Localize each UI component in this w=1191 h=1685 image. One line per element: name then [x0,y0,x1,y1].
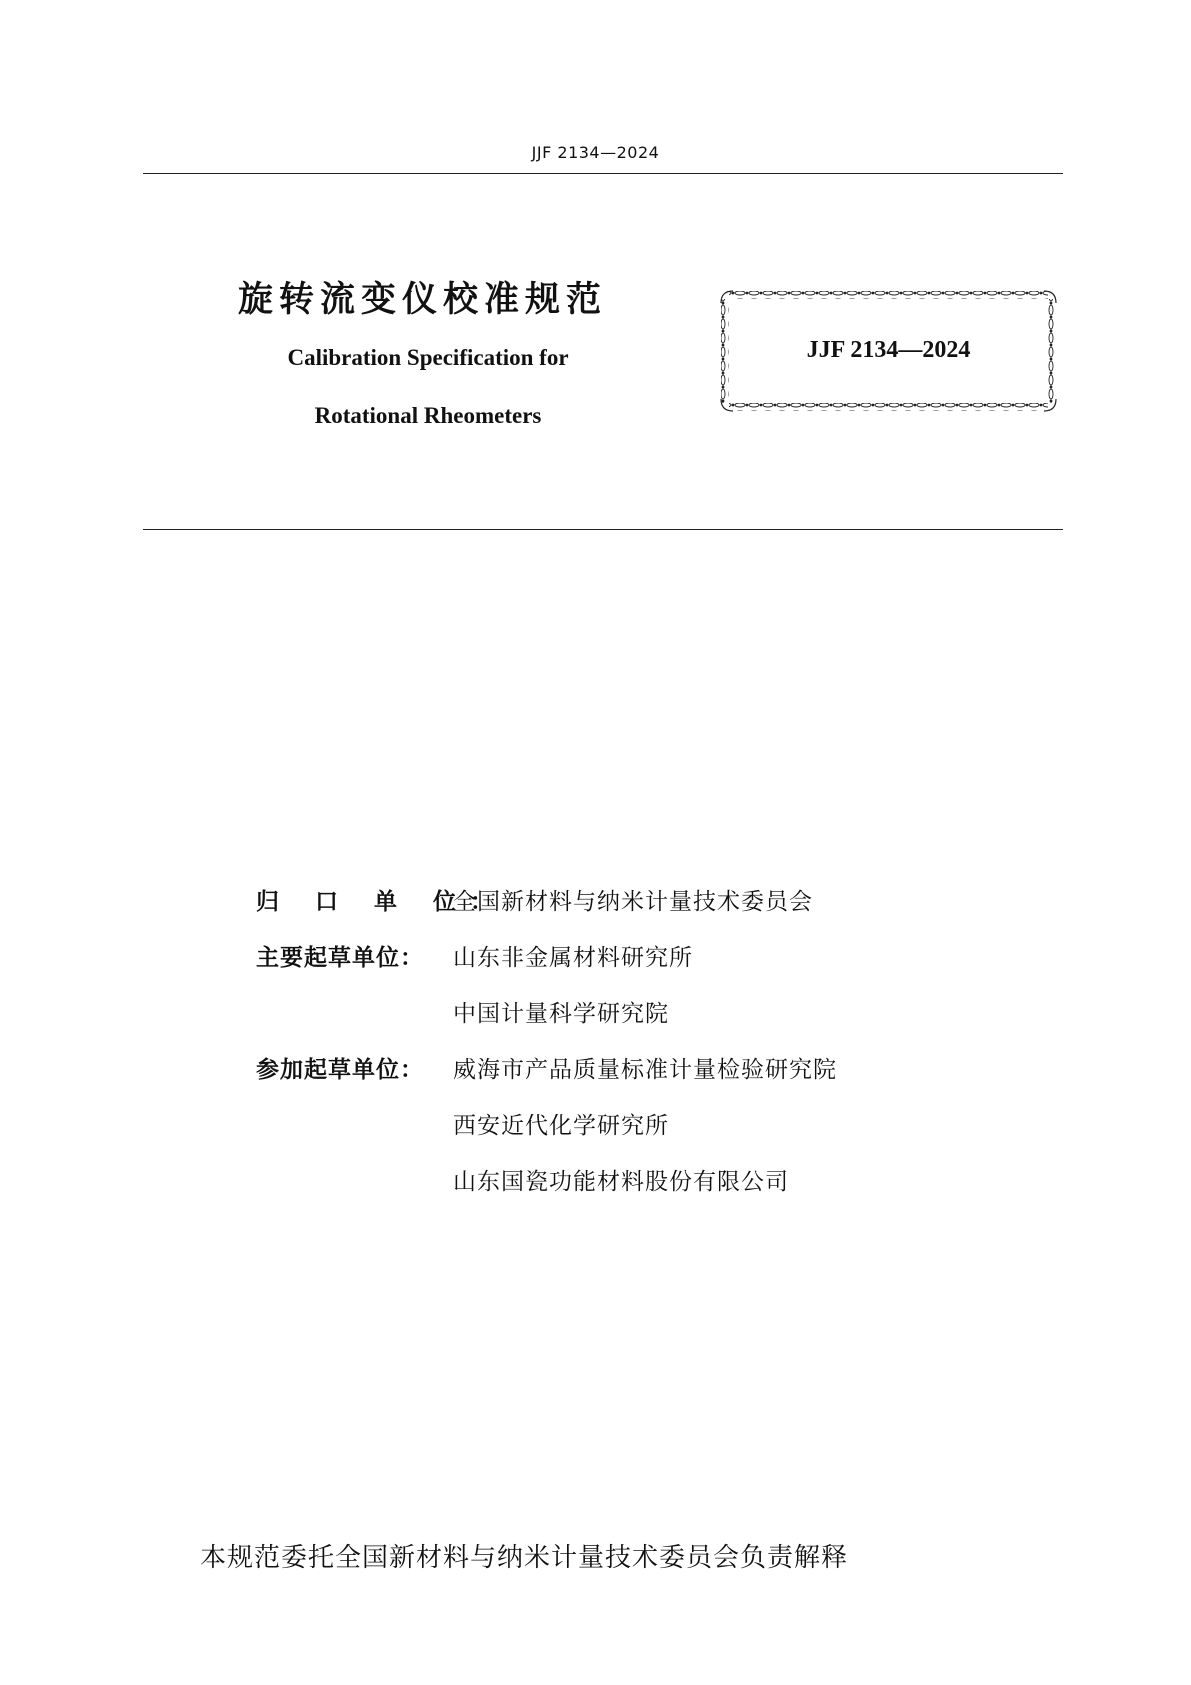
org-value-main-drafting-2: 中国计量科学研究院 [453,1001,669,1027]
page-title-english-line-1: Calibration Specification for [287,345,569,370]
standard-code: JJF 2134—2024 [806,337,971,363]
header-rule [143,173,1063,174]
org-label-participating: 参加起草单位： [256,1057,424,1083]
page-title-english-line-2: Rotational Rheometers [314,403,542,428]
org-label-centralized: 归 口 单 位： [256,889,508,915]
running-header-code: JJF 2134—2024 [531,143,660,162]
title-section-rule [143,529,1063,530]
org-value-participating-3: 山东国瓷功能材料股份有限公司 [453,1169,789,1195]
page-title-chinese: 旋转流变仪校准规范 [238,280,608,320]
org-label-main-drafting: 主要起草单位： [256,945,424,971]
standard-code-box [719,289,1058,413]
interpretation-note: 本规范委托全国新材料与纳米计量技术委员会负责解释 [200,1543,849,1573]
org-value-main-drafting-1: 山东非金属材料研究所 [453,945,693,971]
org-value-participating-1: 威海市产品质量标准计量检验研究院 [453,1057,837,1083]
org-value-participating-2: 西安近代化学研究所 [453,1113,669,1139]
org-value-centralized: 全国新材料与纳米计量技术委员会 [453,889,813,915]
